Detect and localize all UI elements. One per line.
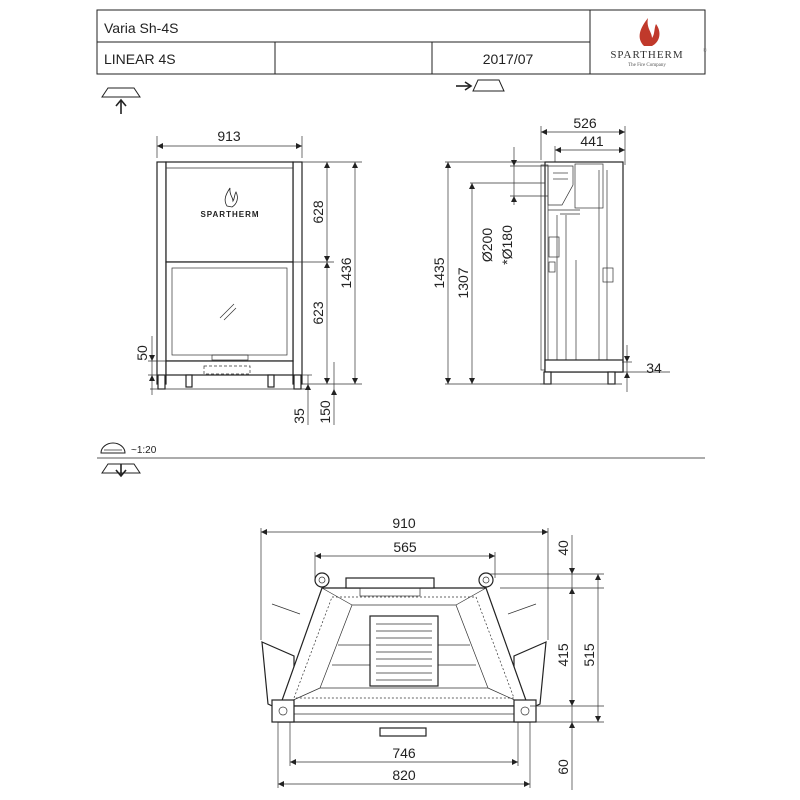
title-block (97, 10, 707, 74)
plan-view (261, 515, 604, 790)
side-depth-total-dim: 526 (573, 115, 597, 131)
flue-diameter-alt-dim: *Ø180 (499, 225, 515, 265)
plan-depth-top-dim: 40 (555, 540, 571, 556)
scale-note: ~1:20 (131, 445, 157, 456)
scale-icon (101, 443, 125, 453)
side-depth-body-dim: 441 (580, 133, 604, 149)
side-height-inner-dim: 1307 (455, 267, 471, 299)
plan-width-bottom-inner-dim: 746 (392, 745, 416, 761)
flame-icon (640, 18, 660, 46)
total-height-dim: 1436 (338, 257, 354, 289)
series-name: LINEAR 4S (104, 51, 176, 67)
model-name: Varia Sh-4S (104, 20, 179, 36)
plan-depth-body-dim: 415 (555, 643, 571, 667)
leg-height-dim: 150 (317, 400, 333, 424)
plan-depth-total-dim: 515 (581, 643, 597, 667)
side-bottom-offset-dim: 34 (646, 360, 662, 376)
brand-name: SPARTHERM (610, 49, 684, 61)
plan-depth-front-dim: 60 (555, 759, 571, 775)
plan-width-inner-dim: 565 (393, 539, 417, 555)
plan-width-bottom-dim: 820 (392, 767, 416, 783)
scale-note-group (97, 443, 705, 458)
upper-height-dim: 628 (310, 200, 326, 224)
side-view-symbol (456, 80, 504, 91)
brand-registered: ® (703, 49, 707, 54)
side-height-outer-dim: 1435 (431, 257, 447, 289)
front-logo-text: SPARTHERM (200, 210, 260, 219)
front-view (134, 128, 362, 425)
spartherm-logo (610, 18, 707, 68)
side-view (431, 115, 670, 392)
foot-height-dim: 35 (291, 408, 307, 424)
base-height-dim: 50 (134, 345, 150, 361)
plan-view-symbol (102, 464, 140, 476)
window-height-dim: 623 (310, 301, 326, 325)
plan-width-top-dim: 910 (392, 515, 416, 531)
brand-tagline: The Fire Company (628, 63, 666, 68)
drawing-date: 2017/07 (482, 51, 534, 67)
front-width-dim: 913 (217, 128, 241, 144)
front-view-symbol (102, 88, 140, 114)
flue-diameter-dim: Ø200 (479, 227, 495, 263)
